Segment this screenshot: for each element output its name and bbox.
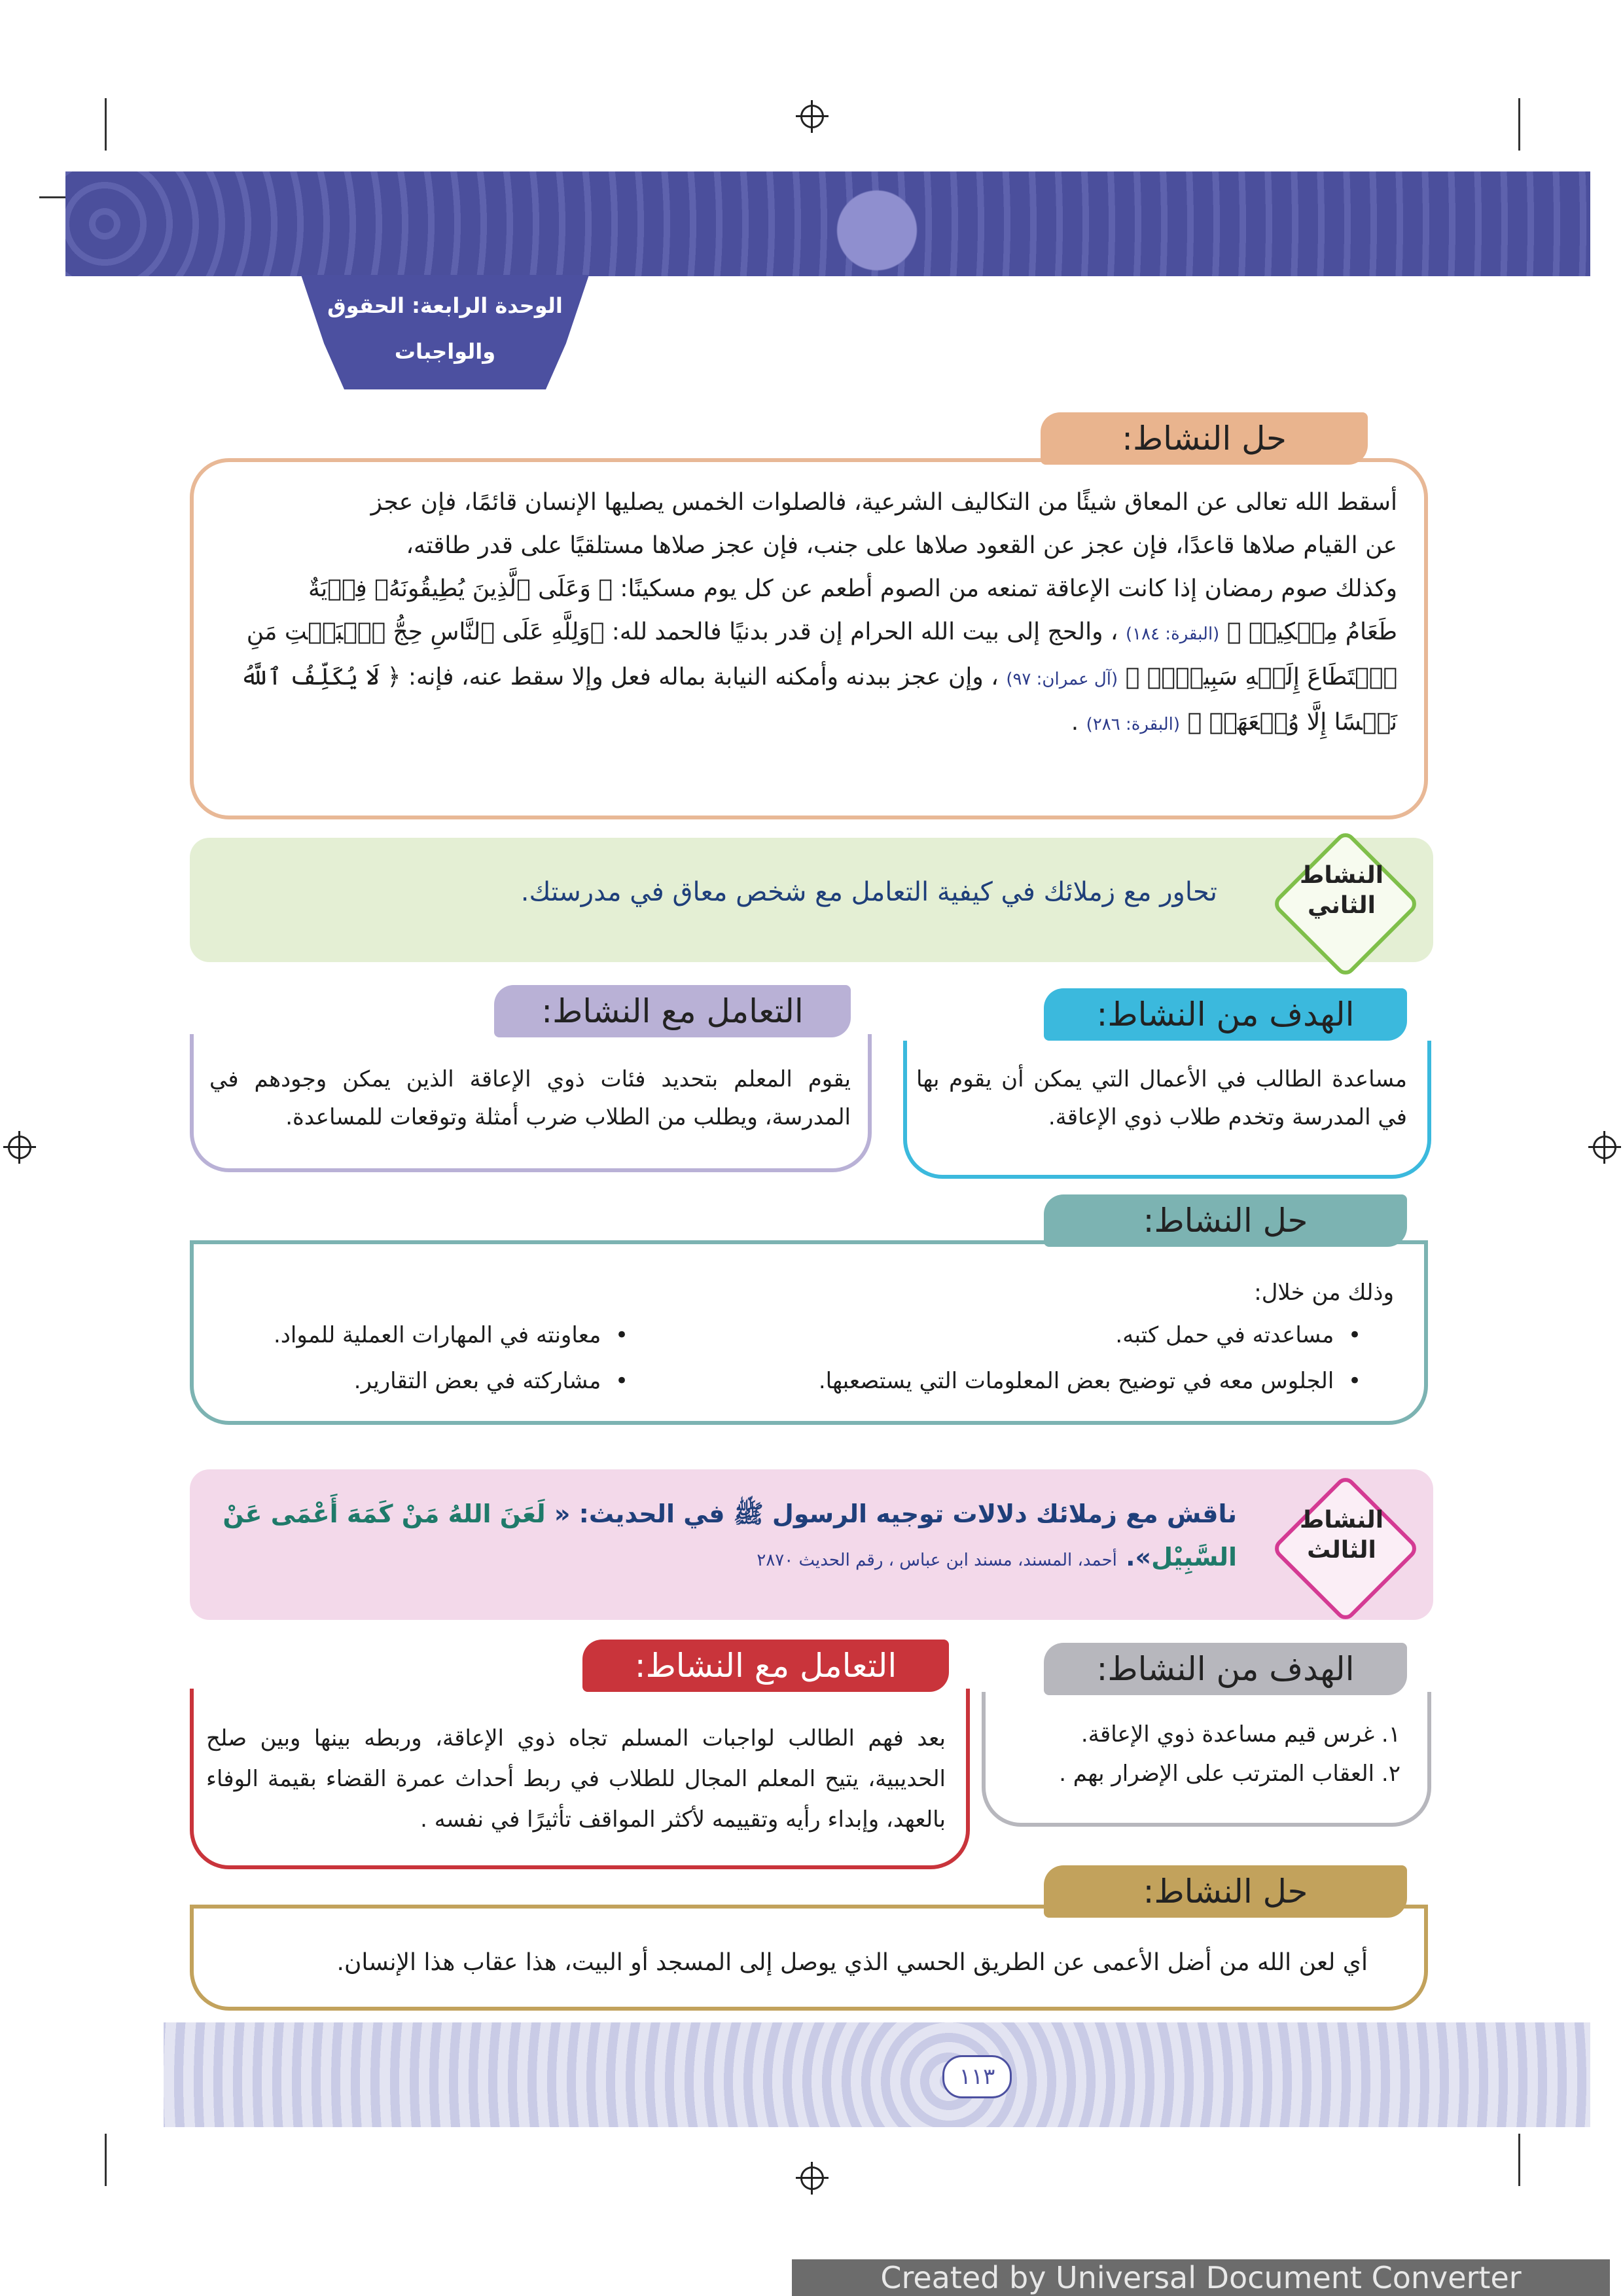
activity2-solution-title: حل النشاط: (1044, 1194, 1407, 1247)
crop-mark (105, 98, 107, 151)
bullet-dot-icon: • (601, 1368, 628, 1394)
header-ornament-band (65, 171, 1590, 276)
bullet-dot-icon: • (1334, 1322, 1361, 1348)
activity3-goal-frame (982, 1692, 1431, 1827)
activity2-bullet-2: • معاونته في المهارات العملية للمواد. (273, 1322, 628, 1348)
activity2-handling-title: التعامل مع النشاط: (494, 985, 851, 1037)
activity2-prompt: تحاور مع زملائك في كيفية التعامل مع شخص معاق في مدرستك. (520, 877, 1217, 907)
activity2-badge-label: النشاط الثاني (1299, 862, 1384, 919)
solution-line-6: نَفۡسًا إِلَّا وُسۡعَهَاۚ ﴾ (البقرة: ٢٨٦) . (1071, 709, 1397, 736)
activity2-bullet-1: • مساعدته في حمل كتبه. (1115, 1322, 1361, 1348)
solution-line-5: ٱسۡتَطَاعَ إِلَيۡهِ سَبِيلٗاۚ ﴾ (آل عمران: ٩٧) ، وإن عجز ببدنه وأمكنه النيابة بماله فعل وإلا سقط عنه، فإنه: ﴿ لَا يُكَلِّفُ ٱللَّهُ (240, 664, 1397, 691)
solution-line-4: طَعَامُ مِسۡكِينٖ ﴾ (البقرة: ١٨٤) ، والحج إلى بيت الله الحرام إن قدر بدنيًا فالحمد لله: ﴿وَلِلَّهِ عَلَى ٱلنَّاسِ حِجُّ ٱلۡبَيۡتِ مَنِ (246, 619, 1397, 645)
converter-watermark: Created by Universal Document Converter (792, 2259, 1610, 2296)
activity3-prompt: ناقش مع زملائك دلالات توجيه الرسول ﷺ في الحديث: « لَعَنَ اللهُ مَنْ كَمَهَ أَعْمَى عَنْ السَّبِيْل». أحمد، المسند، مسند ابن عباس ، رقم الحديث ٢٨٧٠ (223, 1499, 1237, 1571)
activity3-solution-title: حل النشاط: (1044, 1865, 1407, 1918)
solution-text-1 (219, 481, 1397, 746)
activity2-bullet-4: • مشاركته في بعض التقارير. (353, 1368, 628, 1394)
activity3-handling-text: بعد فهم الطالب لواجبات المسلم تجاه ذوي الإعاقة، وربطه بينها وبين صلح الحديبية، يتيح المعلم المجال للطلاب في ربط أحداث عمرة القضاء بقيمة الوفاء بالعهد، وإبداء رأيه وتقييمه لأكثر المواقف تأثيرًا في نفسه . (206, 1725, 946, 1833)
activity3-goal-1: ١. غرس قيم مساعدة ذوي الإعاقة. (1080, 1721, 1400, 1748)
solution-line-2: عن القيام صلاها قاعدًا، فإن عجز عن القعود صلاها على جنب، فإن عجز صلاها مستلقيًا على قدر طاقته، (406, 532, 1397, 559)
activity3-solution-text: أي لعن الله من أضل الأعمى عن الطريق الحسي الذي يوصل إلى المسجد أو البيت، هذا عقاب هذا الإنسان. (336, 1949, 1368, 1976)
solution-line-1: أسقط الله تعالى عن المعاق شيئًا من التكاليف الشرعية، فالصلوات الخمس يصليها الإنسان قائمًا، فإن عجز (370, 489, 1397, 516)
activity2-goal-title: الهدف من النشاط: (1044, 988, 1407, 1041)
activity2-handling-text: يقوم المعلم بتحديد فئات ذوي الإعاقة الذين يمكن وجودهم في المدرسة، ويطلب من الطلاب ضرب أمثلة وتوقعات للمساعدة. (209, 1066, 851, 1130)
registration-mark-left (8, 1136, 31, 1159)
crop-mark (1518, 98, 1520, 151)
activity2-bullet-3: • الجلوس معه في توضيح بعض المعلومات التي يستصعبها. (818, 1368, 1361, 1394)
crop-mark (1518, 2134, 1520, 2186)
activity3-badge-label: النشاط الثالث (1299, 1507, 1384, 1564)
unit-title-line1: الوحدة الرابعة: الحقوق (327, 293, 563, 318)
solution-title-1: حل النشاط: (1041, 412, 1368, 465)
hadith-text: لَعَنَ اللهُ مَنْ كَمَهَ أَعْمَى عَنْ (223, 1499, 546, 1528)
registration-mark-right (1593, 1136, 1616, 1159)
page-number: ١١٣ (942, 2055, 1012, 2098)
activity3-goal-title: الهدف من النشاط: (1044, 1643, 1407, 1695)
registration-mark-bottom (800, 2166, 824, 2190)
bullet-dot-icon: • (601, 1322, 628, 1348)
registration-mark-top (800, 105, 824, 128)
crop-mark (105, 2134, 107, 2186)
footer-ornament-band (164, 2022, 1590, 2127)
activity3-goal-2: ٢. العقاب المترتب على الإضرار بهم . (1059, 1761, 1400, 1787)
activity2-solution-intro: وذلك من خلال: (1254, 1280, 1394, 1306)
hadith-citation: أحمد، المسند، مسند ابن عباس ، رقم الحديث ٢٨٧٠ (757, 1551, 1117, 1570)
activity2-goal-text: مساعدة الطالب في الأعمال التي يمكن أن يقوم بها في المدرسة وتخدم طلاب ذوي الإعاقة. (916, 1066, 1407, 1130)
unit-tab (301, 275, 589, 389)
solution-line-3: وكذلك صوم رمضان إذا كانت الإعاقة تمنعه من الصوم أطعم عن كل يوم مسكينًا: ﴿ وَعَلَى ٱلَّذِينَ يُطِيقُونَهُۥ فِدۡيَةٌ (308, 575, 1397, 602)
bullet-dot-icon: • (1334, 1368, 1361, 1394)
activity3-handling-title: التعامل مع النشاط: (582, 1640, 949, 1692)
unit-title-line2: والواجبات (394, 339, 496, 364)
hadith-text-cont: السَّبِيْل (1151, 1543, 1237, 1571)
